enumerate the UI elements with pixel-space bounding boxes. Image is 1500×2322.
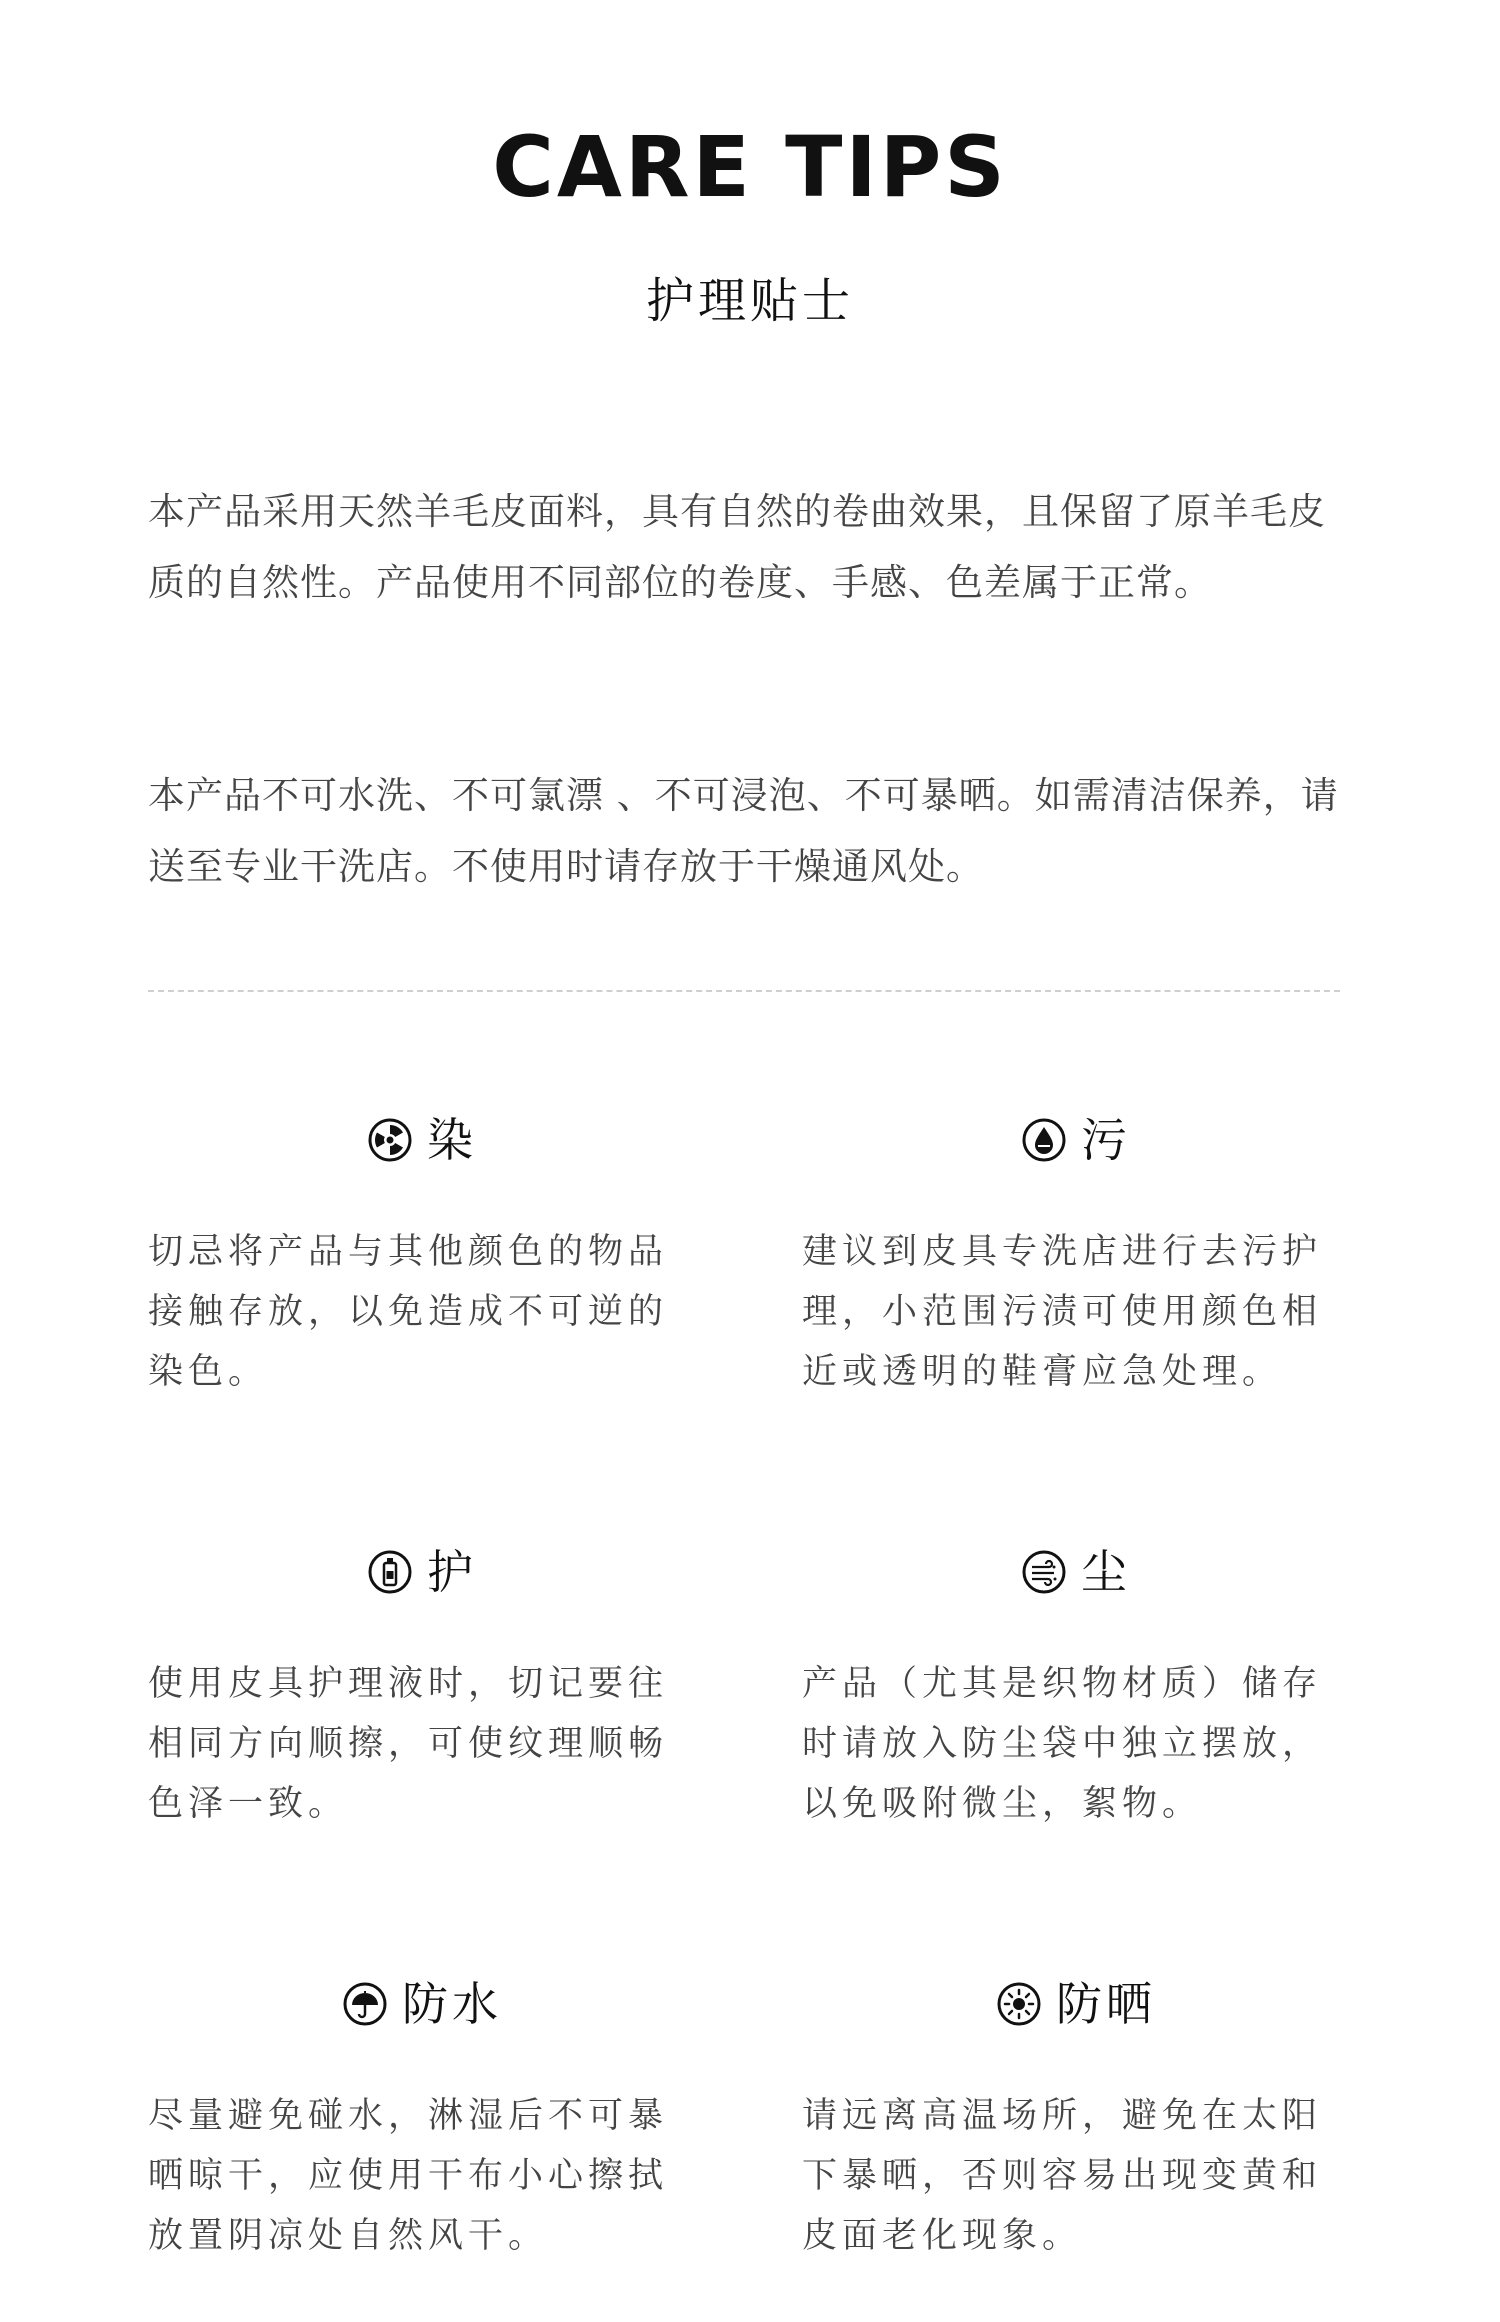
intro-paragraph-2 — [148, 760, 1352, 902]
tip-body: 使用皮具护理液时，切记要往相同方向顺擦，可使纹理顺畅色泽一致。 — [148, 1664, 669, 1824]
tip-body: 请远离高温场所，避免在太阳下暴晒，否则容易出现变黄和皮面老化现象。 — [802, 2096, 1323, 2256]
tip-stain — [802, 1110, 1350, 1402]
tip-header — [802, 1974, 1350, 2034]
umbrella-icon — [342, 1981, 388, 2027]
bottle-icon — [367, 1549, 413, 1595]
page-title: CARE TIPS — [492, 118, 1008, 216]
intro-text-1: 本产品采用天然羊毛皮面料，具有自然的卷曲效果，且保留了原羊毛皮质的自然性。产品使用不同部位的卷度、手感、色差属于正常。 — [148, 490, 1326, 604]
tip-body: 建议到皮具专洗店进行去污护理，小范围污渍可使用颜色相近或透明的鞋膏应急处理。 — [802, 1232, 1323, 1392]
tip-header — [802, 1110, 1350, 1170]
tip-dye — [148, 1110, 696, 1402]
tip-title: 防晒 — [1056, 1977, 1156, 2031]
tip-body: 产品（尤其是织物材质）储存时请放入防尘袋中独立摆放，以免吸附微尘，絮物。 — [802, 1664, 1323, 1824]
tip-title: 防水 — [402, 1977, 502, 2031]
tip-title: 尘 — [1081, 1545, 1131, 1599]
tip-waterproof — [148, 1974, 696, 2266]
tip-header — [148, 1542, 696, 1602]
wind-icon — [1021, 1549, 1067, 1595]
dashed-divider — [148, 990, 1340, 992]
tip-body: 切忌将产品与其他颜色的物品接触存放，以免造成不可逆的染色。 — [148, 1232, 669, 1392]
page-subtitle: 护理贴士 — [645, 273, 854, 329]
tip-title: 污 — [1081, 1113, 1131, 1167]
tip-header — [148, 1974, 696, 2034]
tip-dust — [802, 1542, 1350, 1834]
tip-sunproof — [802, 1974, 1350, 2266]
tip-header — [802, 1542, 1350, 1602]
intro-text-2: 本产品不可水洗、不可氯漂 、不可浸泡、不可暴晒。如需清洁保养，请送至专业干洗店。不使用时请存放于干燥通风处。 — [148, 774, 1339, 888]
tip-title: 染 — [427, 1113, 477, 1167]
tip-title: 护 — [427, 1545, 477, 1599]
sun-icon — [996, 1981, 1042, 2027]
tip-header — [148, 1110, 696, 1170]
tip-care — [148, 1542, 696, 1834]
intro-paragraph-1 — [148, 476, 1352, 618]
radiation-icon — [367, 1117, 413, 1163]
droplet-icon — [1021, 1117, 1067, 1163]
tip-body: 尽量避免碰水，淋湿后不可暴晒晾干，应使用干布小心擦拭放置阴凉处自然风干。 — [148, 2096, 669, 2256]
